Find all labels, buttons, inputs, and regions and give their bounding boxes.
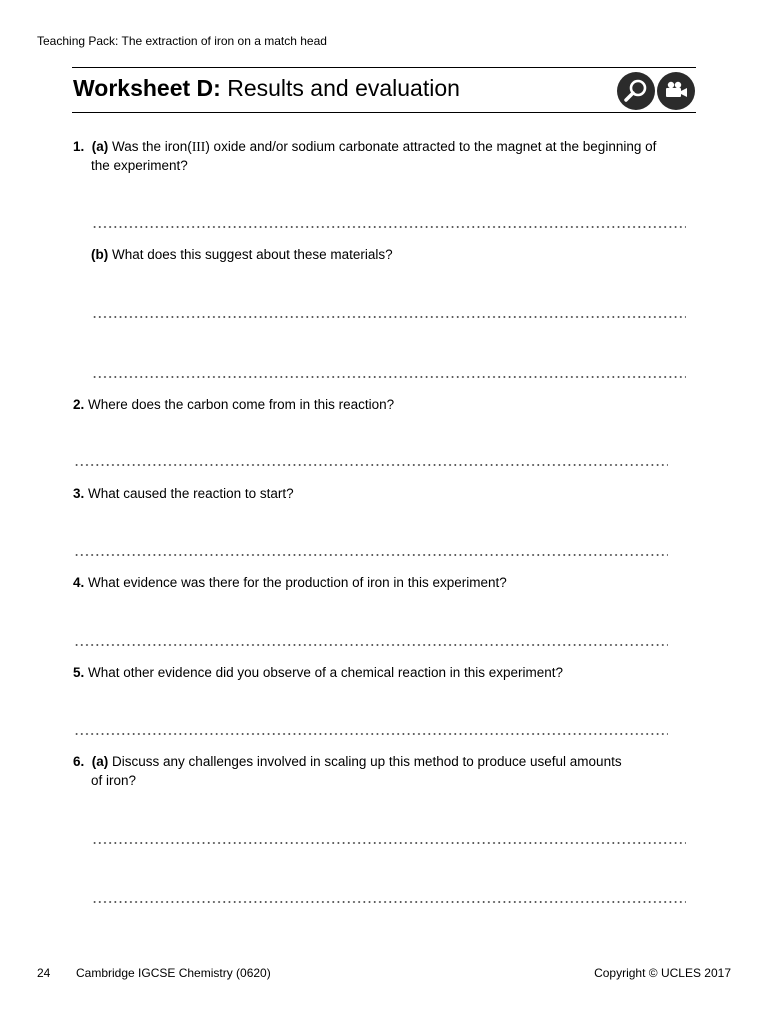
video-camera-icon <box>657 72 695 110</box>
answer-line[interactable] <box>74 643 668 647</box>
question-number: 6. <box>73 754 85 769</box>
question-number: 4. <box>73 575 85 590</box>
question-part: (a) <box>91 754 109 769</box>
title-rule-top <box>72 67 696 68</box>
page-number: 24 <box>37 966 51 980</box>
worksheet-title-rest: Results and evaluation <box>220 75 460 101</box>
answer-line[interactable] <box>92 900 686 904</box>
magnifier-icon <box>617 72 655 110</box>
worksheet-icons <box>617 72 695 110</box>
question-text: Was the iron( <box>108 139 192 154</box>
question-number: 5. <box>73 665 85 680</box>
question-text: What other evidence did you observe of a chemical reaction in this experiment? <box>84 665 564 680</box>
answer-line[interactable] <box>74 463 668 467</box>
title-rule-bottom <box>72 112 696 113</box>
answer-line[interactable] <box>74 553 668 557</box>
question-1a <box>73 137 698 175</box>
roman-numeral: III <box>191 139 206 154</box>
worksheet-title <box>73 75 460 102</box>
answer-line[interactable] <box>74 732 668 736</box>
question-5 <box>73 663 563 682</box>
question-text: ) oxide and/or sodium carbonate attracted to the magnet at the beginning of <box>205 139 657 154</box>
running-header: Teaching Pack: The extraction of iron on a match head <box>37 34 327 48</box>
answer-line[interactable] <box>92 375 686 379</box>
question-text: Discuss any challenges involved in scaling up this method to produce useful amounts <box>108 754 622 769</box>
question-text-line2: of iron? <box>91 773 137 788</box>
question-part: (b) <box>91 247 109 262</box>
question-text: What evidence was there for the production of iron in this experiment? <box>84 575 507 590</box>
answer-line[interactable] <box>92 225 686 229</box>
answer-line[interactable] <box>92 841 686 845</box>
question-2 <box>73 395 394 414</box>
question-number: 3. <box>73 486 85 501</box>
question-number: 1. <box>73 139 85 154</box>
question-6a <box>73 752 698 790</box>
question-text: Where does the carbon come from in this reaction? <box>84 397 395 412</box>
question-3 <box>73 484 294 503</box>
question-text-line2: the experiment? <box>91 158 188 173</box>
question-number: 2. <box>73 397 85 412</box>
worksheet-title-bold: Worksheet D: <box>73 75 221 101</box>
question-part: (a) <box>91 139 109 154</box>
question-text: What does this suggest about these materials? <box>108 247 393 262</box>
answer-line[interactable] <box>92 315 686 319</box>
footer-course: Cambridge IGCSE Chemistry (0620) <box>76 966 271 980</box>
question-text: What caused the reaction to start? <box>84 486 294 501</box>
footer-copyright: Copyright © UCLES 2017 <box>594 966 731 980</box>
question-1b <box>91 245 393 264</box>
question-4 <box>73 573 507 592</box>
